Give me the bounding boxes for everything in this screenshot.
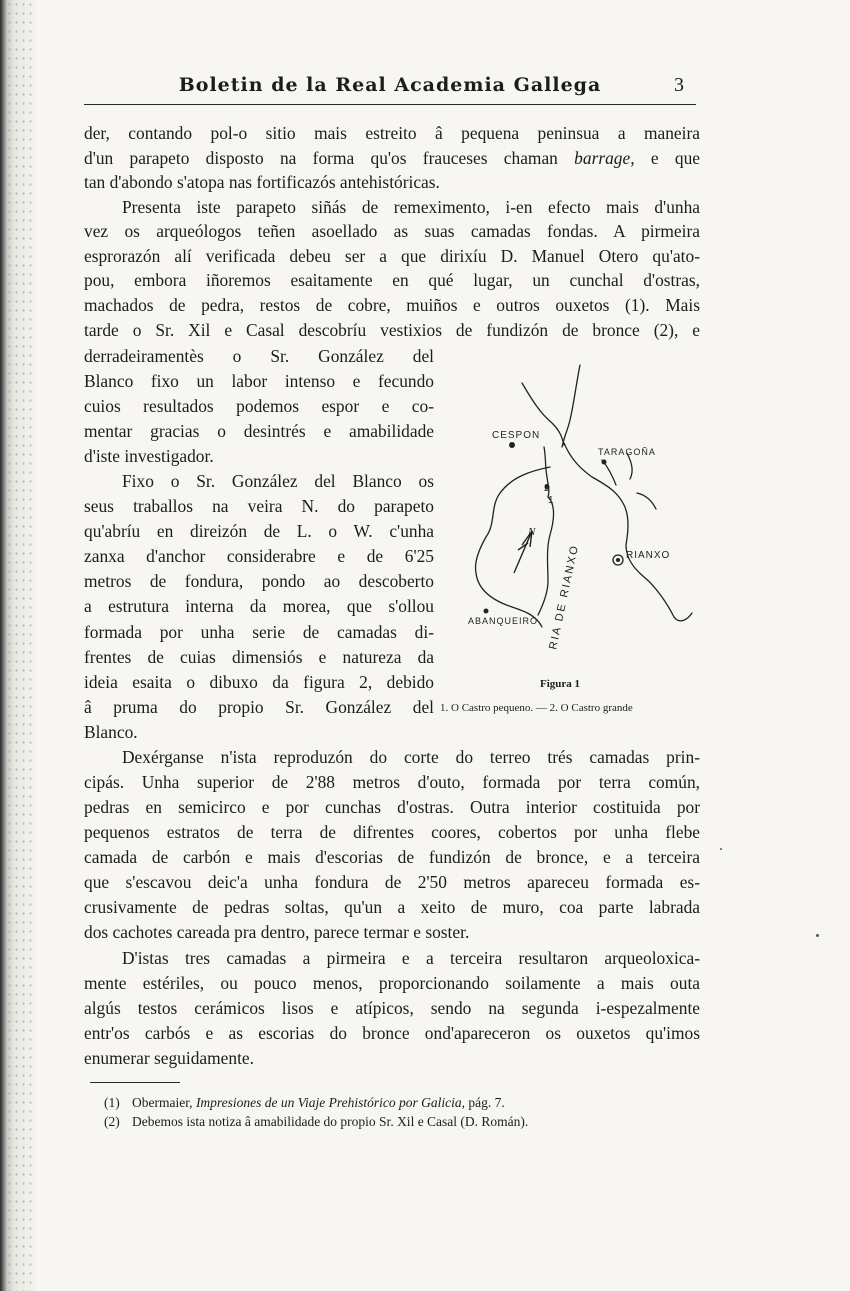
label-rianxo: RIANXO <box>626 550 671 561</box>
footnote-mark: (2) <box>104 1114 120 1129</box>
body-line: pou, embora iñoremos esaitamente en qué lugar, un cunchal d'ostras, <box>84 270 700 290</box>
label-castro-1: 1 <box>548 495 555 506</box>
body-line: machados de pedra, restos de cobre, muiños e outros ouxetos (1). Mais <box>84 295 700 315</box>
body-line: cipás. Unha superior de 2'88 metros d'outo, formada por terra común, <box>84 772 700 792</box>
paper-speck <box>816 934 819 937</box>
body-line: dos cachotes careada pra dentro, parece termar e soster. <box>84 922 470 942</box>
figure-caption: 1. O Castro pequeno. — 2. O Castro grande <box>440 702 633 714</box>
label-ria: RIA DE RIANXO <box>547 543 582 651</box>
north-label: N <box>528 526 536 538</box>
rianxo-marker <box>613 555 623 565</box>
body-line: crusivamente de pedras soltas, qu'un a xeito de muro, coa parte labrada <box>84 897 700 917</box>
river-line <box>562 365 580 447</box>
body-line: Blanco fixo un labor intenso e fecundo <box>84 371 434 391</box>
spine-texture <box>6 0 32 1291</box>
body-line: seus traballos na veira N. do parapeto <box>84 496 434 516</box>
body-line: tarde o Sr. Xil e Casal descobríu vestixios de fundizón de bronce (2), e <box>84 320 700 340</box>
footnote-2: Debemos ista notiza â amabilidade do propio Sr. Xil e Casal (D. Román). <box>132 1114 529 1129</box>
figure-title: Figura 1 <box>540 678 581 690</box>
running-title: Boletin de la Real Academia Gallega <box>178 74 602 96</box>
footnote-author: Obermaier, <box>132 1095 193 1110</box>
body-line: que s'escavou deic'a unha fondura de 2'50 metros apareceu formada es- <box>84 872 700 892</box>
footnote-book-title: Impresiones de un Viaje Prehistórico por Galicia, <box>195 1095 466 1110</box>
paper-speck <box>720 848 722 850</box>
body-line: d'un parapeto disposto na forma qu'os frauceses chaman barrage, e que <box>84 148 700 168</box>
map-figure <box>452 345 698 680</box>
body-line: ideia esaita o dibuxo da figura 2, debido <box>84 672 434 692</box>
body-line: cuios resultados podemos espor e co- <box>84 396 434 416</box>
body-line: esprorazón alí verificada debeu ser a que dirixíu D. Manuel Otero qu'ato- <box>84 246 700 266</box>
body-line: frentes de cuias dimensiós e natureza da <box>84 647 434 667</box>
body-line: entr'os carbós e as escorias do bronce ond'apareceron os ouxetos qu'imos <box>84 1023 700 1043</box>
body-line: camada de carbón e mais d'escorias de fundizón de bronce, e a terceira <box>84 847 700 867</box>
taragona-marker <box>602 460 607 465</box>
label-abanqueiro: ABANQUEIRO <box>468 616 539 626</box>
body-line: algús testos cerámicos lisos e atípicos, sendo na segunda i-espezalmente <box>84 998 700 1018</box>
body-line: formada por unha serie de camadas di- <box>84 622 434 642</box>
body-line: mentar gracias o desintrés e amabilidade <box>84 421 434 441</box>
body-line: derradeiramentès o Sr. González del <box>84 346 434 366</box>
body-line: â pruma do propio Sr. González del <box>84 697 434 717</box>
body-line: qu'abríu en direizón de L. o W. c'unha <box>84 521 434 541</box>
body-line: der, contando pol-o sitio mais estreito â pequena peninsua a maneira <box>84 123 700 143</box>
body-line: pequenos estratos de terra de difrentes coores, cobertos por unha flebe <box>84 822 700 842</box>
label-castro-2: 2 <box>544 483 551 494</box>
label-taragona: TARAGOÑA <box>598 447 656 457</box>
footnote-page: pág. 7. <box>468 1095 505 1110</box>
paragraph-start-line: Presenta iste parapeto siñás de remeximento, i-en efecto mais d'unha <box>122 197 700 217</box>
body-line: mente estériles, ou pouco menos, proporcionando soilamente a mais outa <box>84 973 700 993</box>
coastline-west <box>475 467 550 627</box>
body-line: tan d'abondo s'atopa nas fortificazós antehistóricas. <box>84 172 440 192</box>
body-line: Blanco. <box>84 722 138 742</box>
coastline-east <box>564 443 692 621</box>
body-line: pedras en semicirco e por cunchas d'ostras. Outra interior costituida por <box>84 797 700 817</box>
footnote-1 <box>132 1094 702 1112</box>
page-header <box>84 70 696 105</box>
footnote-mark: (1) <box>104 1095 120 1110</box>
label-cespon: CESPON <box>492 430 541 441</box>
east-stream <box>538 497 554 615</box>
east-stream <box>637 493 656 509</box>
body-line: zanxa d'anchor considerabre e de 6'25 <box>84 546 434 566</box>
paragraph-start-line: Dexérganse n'ista reproduzón do corte do terreo trés camadas prin- <box>122 747 700 767</box>
body-line: a estrutura interna da morea, que s'ollou <box>84 596 434 616</box>
body-line: d'iste investigador. <box>84 446 214 466</box>
abanqueiro-marker <box>484 609 489 614</box>
cespon-marker <box>509 442 515 448</box>
body-line: enumerar seguidamente. <box>84 1048 254 1068</box>
paragraph-start-line: Fixo o Sr. González del Blanco os <box>122 471 434 491</box>
page-number: 3 <box>674 74 684 96</box>
body-line: metros de fondura, pondo ao descoberto <box>84 571 434 591</box>
footnote-rule <box>90 1082 180 1083</box>
body-line: vez os arqueólogos teñen asoellado as suas camadas fondas. A pirmeira <box>84 221 700 241</box>
paragraph-start-line: D'istas tres camadas a pirmeira e a terceira resultaron arqueoloxica- <box>122 948 700 968</box>
